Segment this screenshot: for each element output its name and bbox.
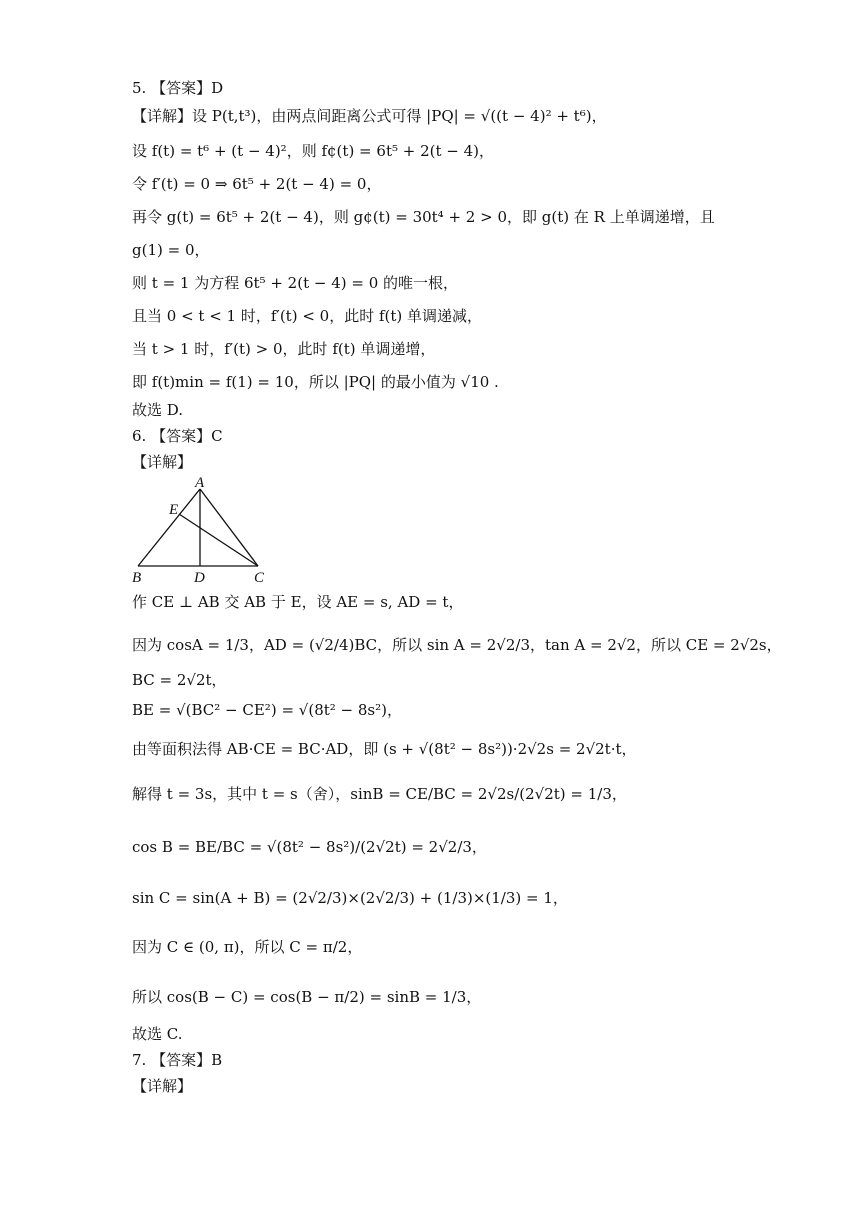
label-e: E: [169, 502, 179, 518]
text-line-23: 所以 cos(B − C) = cos(B − π/2) = sinB = 1/3，: [132, 988, 482, 1006]
text-line-26: 【详解】: [132, 1077, 193, 1095]
text-line-24: 故选 C.: [132, 1025, 183, 1043]
text-line-14: 作 CE ⊥ AB 交 AB 于 E，设 AE = s, AD = t，: [132, 593, 464, 611]
segment-ab: [138, 489, 200, 566]
text-line-12: 6. 【答案】C: [132, 427, 223, 445]
text-line-25: 7. 【答案】B: [132, 1051, 223, 1069]
text-line-1: 5. 【答案】D: [132, 79, 224, 97]
text-line-8: 且当 0 < t < 1 时，f′(t) < 0，此时 f(t) 单调递减，: [132, 307, 483, 325]
text-line-16: BC = 2√2t，: [132, 671, 227, 689]
text-line-20: cos B = BE/BC = √(8t² − 8s²)/(2√2t) = 2√2/3，: [132, 838, 487, 856]
text-line-15: 因为 cosA = 1/3，AD = (√2/4)BC，所以 sin A = 2√2/3，tan A = 2√2，所以 CE = 2√2s，: [132, 636, 782, 654]
text-line-13: 【详解】: [132, 453, 193, 471]
segment-ce: [179, 514, 258, 566]
text-line-21: sin C = sin(A + B) = (2√2/3)×(2√2/3) + (1/3)×(1/3) = 1，: [132, 889, 568, 907]
text-line-7: 则 t = 1 为方程 6t⁵ + 2(t − 4) = 0 的唯一根，: [132, 274, 459, 292]
text-line-3: 设 f(t) = t⁶ + (t − 4)²，则 f¢(t) = 6t⁵ + 2(t − 4)，: [132, 142, 495, 160]
text-line-18: 由等面积法得 AB·CE = BC·AD，即 (s + √(8t² − 8s²))·2√2s = 2√2t·t，: [132, 740, 637, 758]
text-line-6: g(1) = 0，: [132, 241, 210, 259]
label-c: C: [254, 570, 265, 586]
text-line-4: 令 f′(t) = 0 ⇒ 6t⁵ + 2(t − 4) = 0，: [132, 175, 382, 193]
label-b: B: [132, 570, 142, 586]
text-line-5: 再令 g(t) = 6t⁵ + 2(t − 4)，则 g¢(t) = 30t⁴ + 2 > 0，即 g(t) 在 R 上单调递增，且: [132, 208, 715, 226]
text-line-11: 故选 D.: [132, 401, 184, 419]
label-d: D: [194, 570, 205, 586]
text-line-9: 当 t > 1 时，f′(t) > 0，此时 f(t) 单调递增，: [132, 340, 436, 358]
segment-ac: [200, 489, 258, 566]
text-line-19: 解得 t = 3s，其中 t = s（舍），sinB = CE/BC = 2√2s/(2√2t) = 1/3，: [132, 785, 627, 803]
label-a: A: [195, 475, 205, 491]
triangle-figure: [130, 474, 270, 586]
text-line-10: 即 f(t)min = f(1) = 10，所以 |PQ| 的最小值为 √10 .: [132, 373, 499, 391]
text-line-22: 因为 C ∈ (0, π)，所以 C = π/2，: [132, 938, 363, 956]
text-line-2: 【详解】设 P(t,t³)，由两点间距离公式可得 |PQ| = √((t − 4)² + t⁶)，: [132, 107, 607, 125]
text-line-17: BE = √(BC² − CE²) = √(8t² − 8s²)，: [132, 701, 402, 719]
